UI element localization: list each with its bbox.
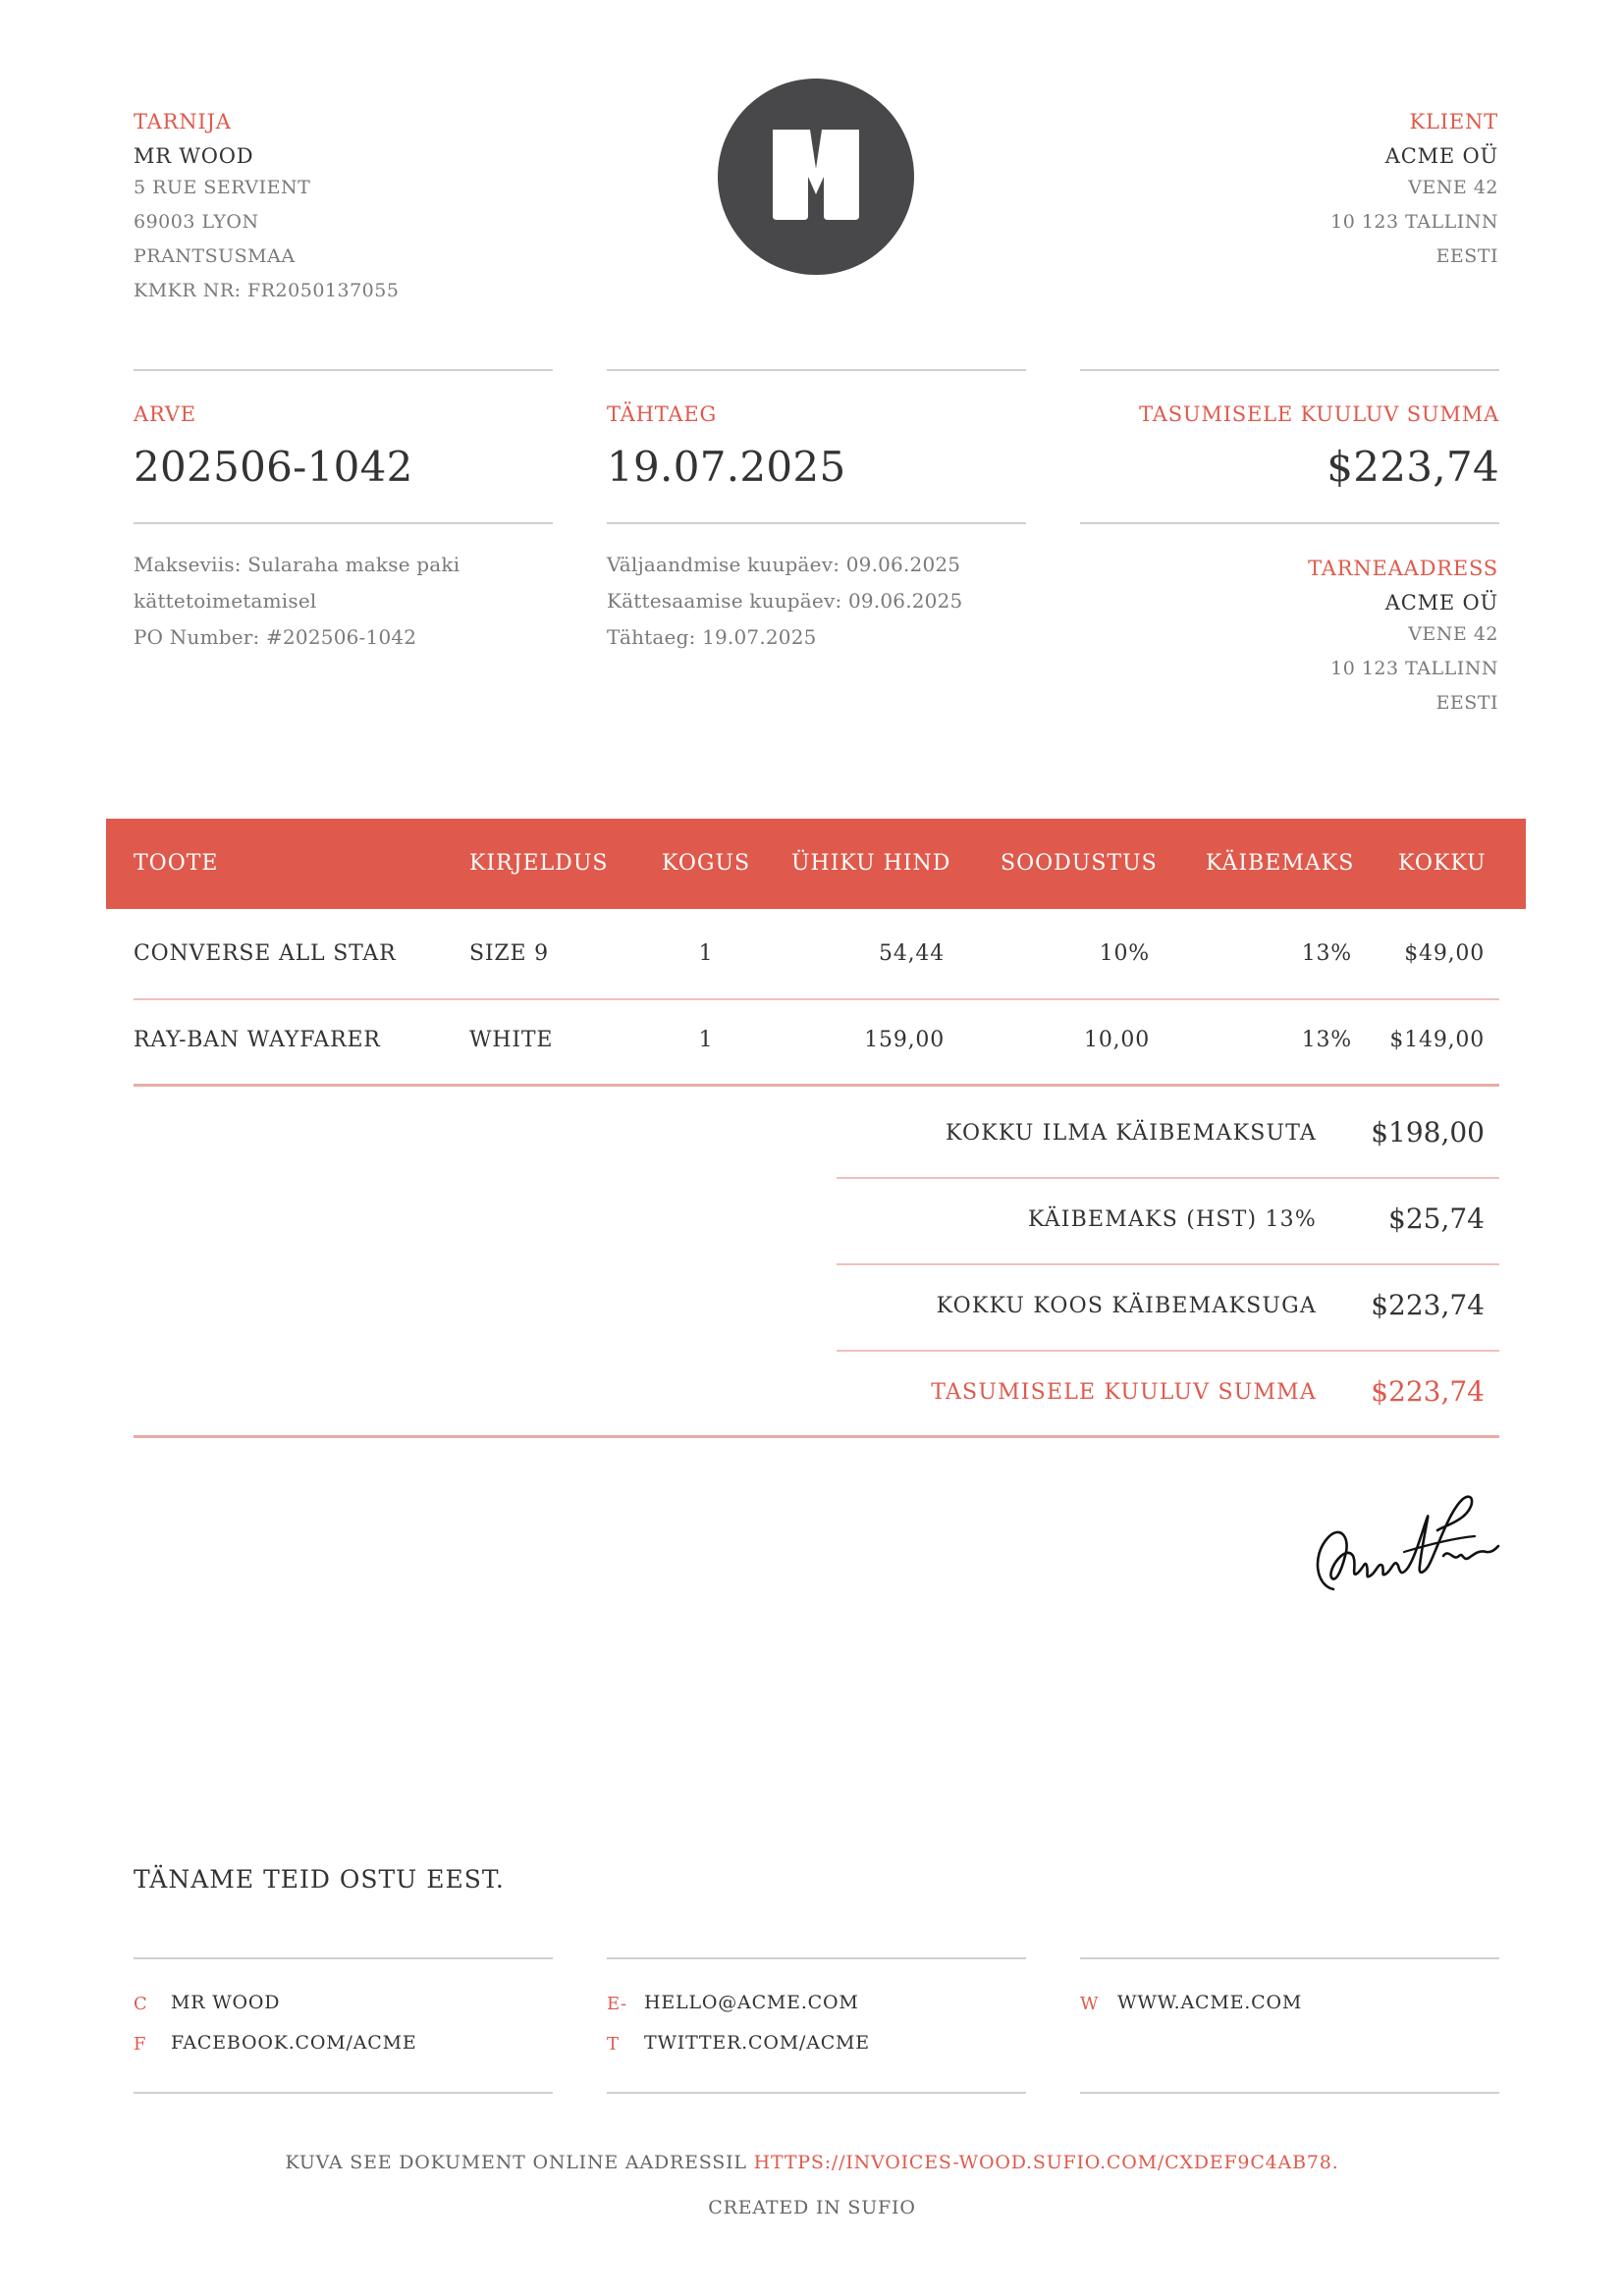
signature (1306, 1487, 1502, 1605)
amount-due-label: TASUMISELE KUULUV SUMMA (1139, 402, 1499, 426)
cell-product: CONVERSE ALL STAR (134, 941, 397, 966)
client-name: ACME OÜ (1384, 144, 1498, 168)
delivery-name: ACME OÜ (1384, 591, 1498, 614)
due-date-block (607, 402, 1026, 495)
cell-quantity: 1 (698, 1028, 714, 1052)
cell-unit-price: 54,44 (879, 941, 945, 966)
cell-product: RAY-BAN WAYFARER (134, 1028, 381, 1052)
cell-description: WHITE (469, 1028, 554, 1052)
cell-discount: 10% (1099, 941, 1150, 966)
column-header-quantity: KOGUS (662, 851, 751, 876)
facebook-icon: F (134, 2034, 146, 2055)
divider (134, 1957, 553, 1959)
created-in-sufio: CREATED IN SUFIO (708, 2197, 916, 2218)
column-header-vat: KÄIBEMAKS (1206, 851, 1355, 876)
supplier-name: MR WOOD (134, 144, 254, 168)
total-with-vat-label: KOKKU KOOS KÄIBEMAKSUGA (936, 1294, 1317, 1318)
payment-method-cont: kättetoimetamisel (134, 589, 317, 613)
client-address-line: VENE 42 (1408, 177, 1498, 198)
subtotal-value: $198,00 (1371, 1116, 1485, 1148)
amount-due: $223,74 (1326, 443, 1499, 491)
facebook-link[interactable]: FACEBOOK.COM/ACME (171, 2032, 417, 2054)
cell-quantity: 1 (698, 941, 714, 966)
delivery-block (1027, 557, 1498, 721)
website-link[interactable]: WWW.ACME.COM (1117, 1992, 1303, 2013)
totals-divider (837, 1350, 1499, 1352)
twitter-link[interactable]: TWITTER.COM/ACME (644, 2032, 870, 2054)
supplier-address-line: PRANTSUSMAA (134, 245, 296, 267)
cell-unit-price: 159,00 (864, 1028, 945, 1052)
divider (134, 522, 553, 524)
column-header-description: KIRJELDUS (469, 851, 609, 876)
issue-date: Väljaandmise kuupäev: 09.06.2025 (607, 553, 961, 576)
delivery-address-line: 10 123 TALLINN (1330, 658, 1498, 679)
divider (607, 522, 1026, 524)
cell-vat: 13% (1301, 941, 1352, 966)
client-label: KLIENT (1409, 110, 1498, 133)
cell-total: $49,00 (1404, 941, 1485, 966)
column-header-unit-price: ÜHIKU HIND (791, 851, 951, 876)
online-notice-text: KUVA SEE DOKUMENT ONLINE AADRESSIL (285, 2152, 747, 2173)
client-address-line: 10 123 TALLINN (1330, 211, 1498, 233)
vat-value: $25,74 (1388, 1202, 1485, 1235)
delivery-address-line: VENE 42 (1408, 623, 1498, 645)
invoice-number: 202506-1042 (134, 443, 413, 491)
vat-label: KÄIBEMAKS (HST) 13% (1027, 1207, 1317, 1232)
online-invoice-link[interactable]: HTTPS://INVOICES-WOOD.SUFIO.COM/CXDEF9C4AB78. (753, 2152, 1339, 2173)
delivery-label: TARNEAADRESS (1308, 557, 1498, 580)
divider (134, 369, 553, 371)
email-link[interactable]: HELLO@ACME.COM (644, 1992, 859, 2013)
payment-info (134, 547, 566, 656)
date-info (607, 547, 1039, 656)
client-address-line: EESTI (1435, 245, 1498, 267)
due-date-line: Tähtaeg: 19.07.2025 (607, 625, 817, 649)
totals-divider (837, 1177, 1499, 1179)
supplier-address-line: 69003 LYON (134, 211, 259, 233)
cell-total: $149,00 (1389, 1028, 1485, 1052)
cell-description: SIZE 9 (469, 941, 549, 966)
email-icon: E- (607, 1994, 627, 2014)
supplier-vat-number: KMKR NR: FR2050137055 (134, 280, 400, 301)
amount-due-block (1080, 402, 1499, 495)
divider (607, 2092, 1026, 2094)
column-header-total: KOKKU (1398, 851, 1487, 876)
column-header-discount: SOODUSTUS (1001, 851, 1158, 876)
received-date: Kättesaamise kuupäev: 09.06.2025 (607, 589, 963, 613)
totals-divider (837, 1263, 1499, 1265)
totals-bottom-divider (134, 1435, 1499, 1438)
table-header (106, 819, 1526, 909)
amount-due-total-label: TASUMISELE KUULUV SUMMA (931, 1380, 1317, 1405)
payment-method: Makseviis: Sularaha makse paki (134, 553, 460, 576)
company-name-contact: MR WOOD (171, 1992, 281, 2013)
online-notice (0, 2152, 1624, 2173)
client-block (1027, 110, 1498, 274)
delivery-address-line: EESTI (1435, 692, 1498, 714)
due-date-label: TÄHTAEG (607, 402, 718, 426)
divider (1080, 1957, 1499, 1959)
amount-due-total-value: $223,74 (1371, 1375, 1485, 1408)
column-header-product: TOOTE (134, 851, 219, 876)
subtotal-label: KOKKU ILMA KÄIBEMAKSUTA (946, 1121, 1317, 1146)
po-number: PO Number: #202506-1042 (134, 625, 417, 649)
divider (607, 369, 1026, 371)
logo-m-icon (718, 79, 914, 275)
supplier-address-line: 5 RUE SERVIENT (134, 177, 311, 198)
due-date: 19.07.2025 (607, 443, 846, 491)
total-with-vat-value: $223,74 (1371, 1289, 1485, 1321)
table-bottom-divider (134, 1084, 1499, 1087)
cell-vat: 13% (1301, 1028, 1352, 1052)
supplier-label: TARNIJA (134, 110, 232, 133)
divider (134, 2092, 553, 2094)
divider (1080, 522, 1499, 524)
cell-discount: 10,00 (1084, 1028, 1150, 1052)
thank-you-message: TÄNAME TEID OSTU EEST. (134, 1865, 505, 1894)
twitter-icon: T (607, 2034, 620, 2055)
website-icon: W (1080, 1994, 1100, 2014)
company-logo (718, 79, 914, 275)
company-icon: C (134, 1994, 148, 2014)
invoice-number-block (134, 402, 553, 495)
divider (1080, 2092, 1499, 2094)
invoice-number-label: ARVE (134, 402, 196, 426)
supplier-block (134, 110, 605, 308)
divider (1080, 369, 1499, 371)
divider (607, 1957, 1026, 1959)
